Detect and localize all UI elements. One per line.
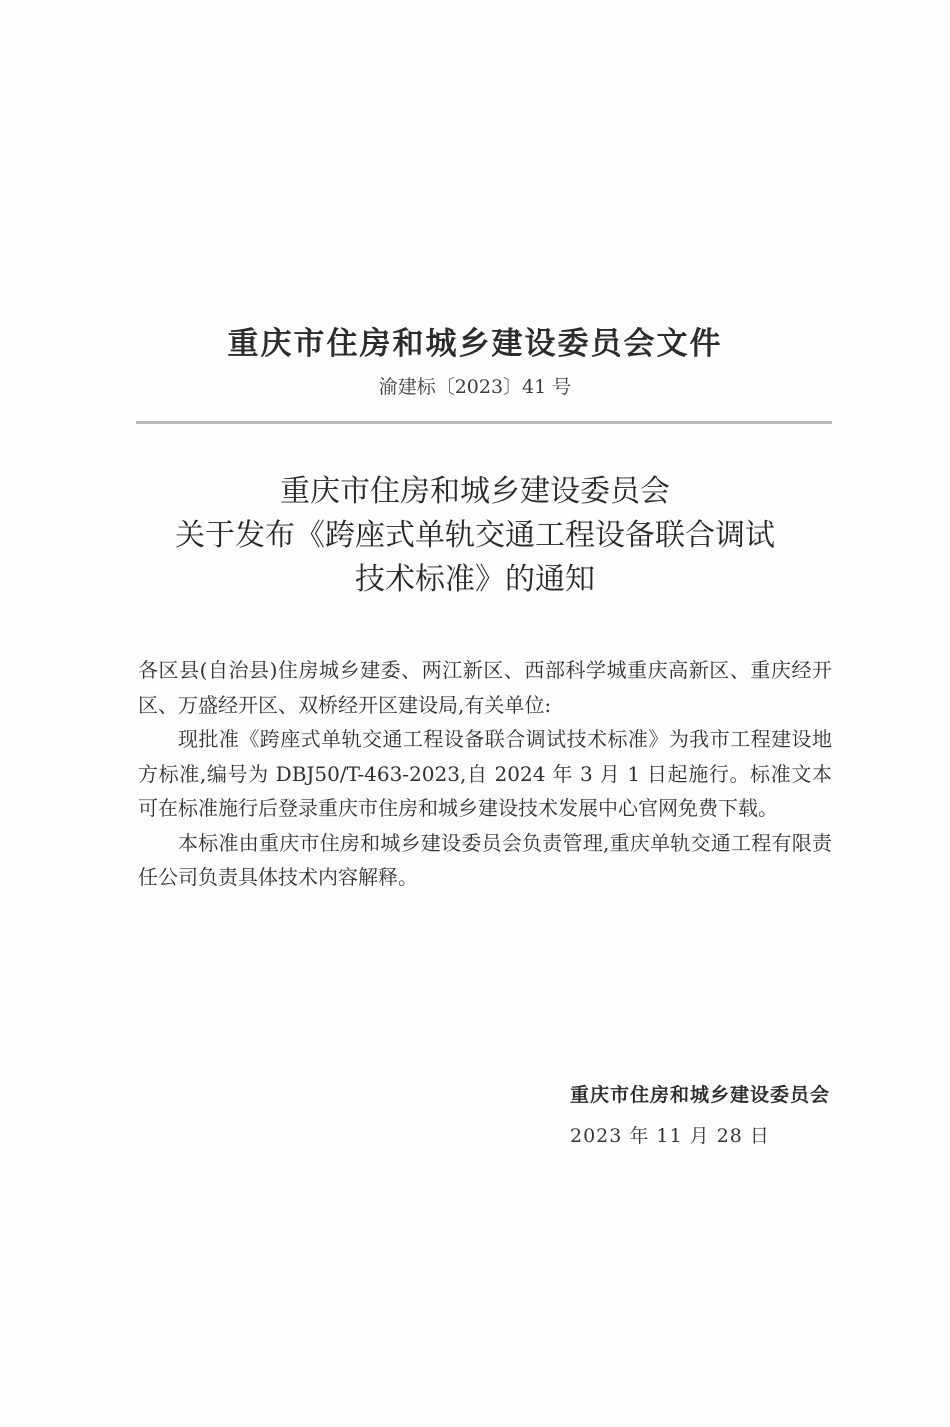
document-number: 渝建标〔2023〕41 号 xyxy=(378,376,572,398)
signature: 重庆市住房和城乡建设委员会 xyxy=(569,1084,830,1106)
issue-date: 2023 年 11 月 28 日 xyxy=(570,1125,770,1147)
notice-body xyxy=(138,653,832,895)
notice-title-line-1: 重庆市住房和城乡建设委员会 xyxy=(280,474,670,509)
notice-title xyxy=(0,470,950,602)
notice-title-line-3: 技术标准》的通知 xyxy=(355,562,595,597)
body-paragraph-2: 本标准由重庆市住房和城乡建设委员会负责管理,重庆单轨交通工程有限责任公司负责具体技术内容解释。 xyxy=(138,830,832,889)
notice-title-line-2: 关于发布《跨座式单轨交通工程设备联合调试 xyxy=(175,518,775,553)
body-paragraph-1: 现批准《跨座式单轨交通工程设备联合调试技术标准》为我市工程建设地方标准,编号为 DBJ50/T-463-2023,自 2024 年 3 月 1 日起施行。标准文本可在标准施行后登录重庆市住房和城乡建设技术发展中心官网免费下载。 xyxy=(138,727,832,820)
header-divider xyxy=(136,421,832,424)
issuer-file-header: 重庆市住房和城乡建设委员会文件 xyxy=(227,326,723,362)
addressee: 各区县(自治县)住房城乡建委、两江新区、西部科学城重庆高新区、重庆经开区、万盛经开区、双桥经开区建设局,有关单位: xyxy=(138,658,832,717)
